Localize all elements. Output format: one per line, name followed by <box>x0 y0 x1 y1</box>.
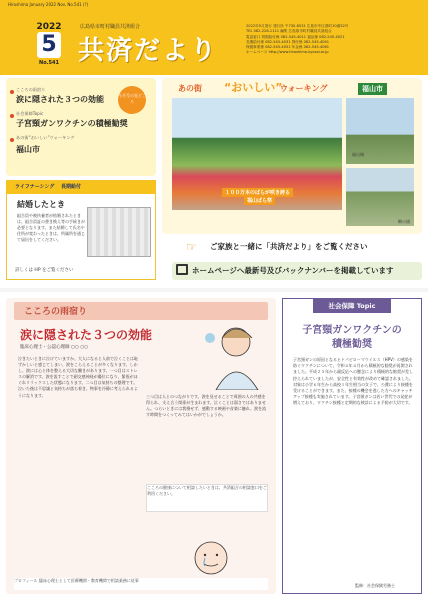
publisher-line: 保健事業係 082-545-4051 年金係 082-545-4061 <box>246 45 330 50</box>
article-title: 涙に隠された３つの効能 <box>20 328 153 342</box>
pointing-hand-icon: ☞ <box>186 240 197 254</box>
photo-caption: 福山ばら祭 <box>244 196 275 205</box>
topic-label: 社会保障 Topic <box>313 299 391 313</box>
publisher-info <box>246 24 422 70</box>
person-illustration <box>196 320 270 390</box>
bullet-icon <box>10 138 14 142</box>
crying-face-illustration <box>176 538 246 578</box>
issue-date-block <box>34 22 64 70</box>
toc-item-category: 社会保障Topic <box>16 111 44 116</box>
highlight-badge: 今月号の見どころ <box>118 86 146 114</box>
feature-city-label: 福山市 <box>358 83 387 95</box>
publisher-line: TEL 082-228-1111 編集 広島県市町村職員共済組合 <box>246 29 332 34</box>
article-body: 泣きたいときに泣けていますか。大人になると人前で泣くことは恥ずかしいと感じてしまい、涙をこらえることが多くなります。しかし、涙には心と体を整える大切な働きがあります。一つ目はストレスの解消です。涙を流すことで副交感神経が優位になり、緊張がほぐれリラックスした状態になります。二つ目は気持ちの整理です。泣いた後は不思議と気持ちが落ち着き、物事を冷静に考えられるようになります。 <box>18 356 138 398</box>
social-security-topic <box>282 298 422 594</box>
author-profile: プロフィール 臨床心理士として医療機関・教育機関で相談業務に従事 <box>14 578 268 590</box>
newsletter-title: 共済だより <box>78 36 219 66</box>
organization-name: 広島県市町村職員共済組合 <box>80 24 141 30</box>
issue-year: 2022 <box>36 22 62 32</box>
local-topic-title: 結婚したとき <box>17 200 65 209</box>
homepage-banner-text: ホームページへ最新号及びバックナンバーを掲載しています <box>192 266 394 275</box>
local-topic-header <box>7 181 155 194</box>
computer-icon <box>176 264 188 275</box>
photo-caption: 鞆の浦 <box>398 219 410 224</box>
issue-number: No.541 <box>39 60 59 66</box>
local-topic-tag: 長期給付 <box>61 184 82 190</box>
walking-feature <box>162 78 422 234</box>
photo-caption: １００万本のばらが咲き誇る <box>222 188 293 197</box>
bullet-icon <box>10 114 14 118</box>
topic-body: 子宮頸ガンの原因となるヒトパピローマウイルス（HPV）の感染を防ぐワクチンについて、令和４年４月から積極的な勧奨が再開されました。平成２５年から副反応への懸念により積極的な勧奨が差し控えられていましたが、安全性と有効性が改めて確認されました。対象は小学６年生から高校１年生相当の女子で、公費により接種を受けることができます。また、接種の機会を逃した方へのキャッチアップ接種も実施されています。子宮頸ガンは若い世代での発症が増えており、ワクチン接種と定期的な検診による予防が大切です。 <box>293 357 413 406</box>
article-author: 臨床心理士・公認心理師 ○○ ○○ <box>20 345 89 350</box>
article-note: こころの健康について相談したいときは、共済組合の相談窓口をご利用ください。 <box>146 484 268 512</box>
family-banner-text: ご家族と一緒に「共済だより」をご覧ください <box>210 242 368 251</box>
document-illustration <box>87 207 151 257</box>
family-banner <box>172 238 422 258</box>
publisher-line: 2022年5月発行 発行所 〒730-8531 広島市中区基町10番52号 <box>246 24 349 28</box>
feature-title-suffix: ウォーキング <box>280 84 328 93</box>
feature-title-prefix: あの街 <box>178 84 202 93</box>
masthead <box>0 0 428 75</box>
local-topic-tag: ライフナーシング <box>15 184 55 190</box>
toc-item-category: あの街“おいしい”ウォーキング <box>16 135 75 140</box>
read-more-link[interactable]: 詳しくは HP をご覧ください <box>15 268 74 273</box>
topic-title: 子宮頸ガンワクチンの <box>302 325 402 336</box>
local-topic-panel <box>6 180 156 280</box>
bullet-icon <box>10 90 14 94</box>
scenery-photo <box>346 168 414 226</box>
feature-keyword: “おいしい” <box>224 81 283 94</box>
toc-item-title[interactable]: 子宮頸ガンワクチンの積極勧奨 <box>16 119 128 128</box>
publisher-line: 長期給付係 082-545-4031 貸付係 082-545-4041 <box>246 39 330 44</box>
heart-column-header <box>14 302 268 320</box>
homepage-banner[interactable] <box>172 262 422 280</box>
local-topic-text: 組合員や被扶養者が結婚されたときは、組合員証の書き換え等の手続きが必要となります。また結婚して氏名や住所が変わったときは、所属所を通じて届出をしてください。 <box>17 213 85 242</box>
page-divider <box>0 288 428 292</box>
heart-column <box>6 298 276 594</box>
toc-item-title[interactable]: 涙に隠された３つの効能 <box>16 95 104 104</box>
photo-caption: 福山城 <box>352 152 364 157</box>
issue-month: 5 <box>37 32 61 58</box>
topic-title: 積極勧奨 <box>332 339 372 350</box>
masthead-topline: Hiroshima January 2022 Nov. No.541 (?) <box>8 2 89 7</box>
heart-column-label: こころの雨宿り <box>24 307 88 317</box>
toc-item-category: こころの雨宿り <box>16 87 46 92</box>
publisher-line: 電話窓口 短期給付係 082-545-4011 福祉係 082-545-4021 <box>246 34 345 39</box>
toc-item-title[interactable]: 福山市 <box>16 145 40 154</box>
topic-supervisor: 監修：社会保険労務士 <box>355 583 395 588</box>
article-body: 三つ目は人とのつながりです。涙を見せることで周囲の人の共感を得られ、支え合う関係が生まれます。泣くことは弱さではありません。つらいときには我慢せず、感動する映画や音楽に触れ、涙を流す時間をつくってみてはいかがでしょうか。 <box>146 394 267 418</box>
publisher-line: ホームページ http://www.hiroshima-kyosai.or.jp <box>246 50 329 55</box>
